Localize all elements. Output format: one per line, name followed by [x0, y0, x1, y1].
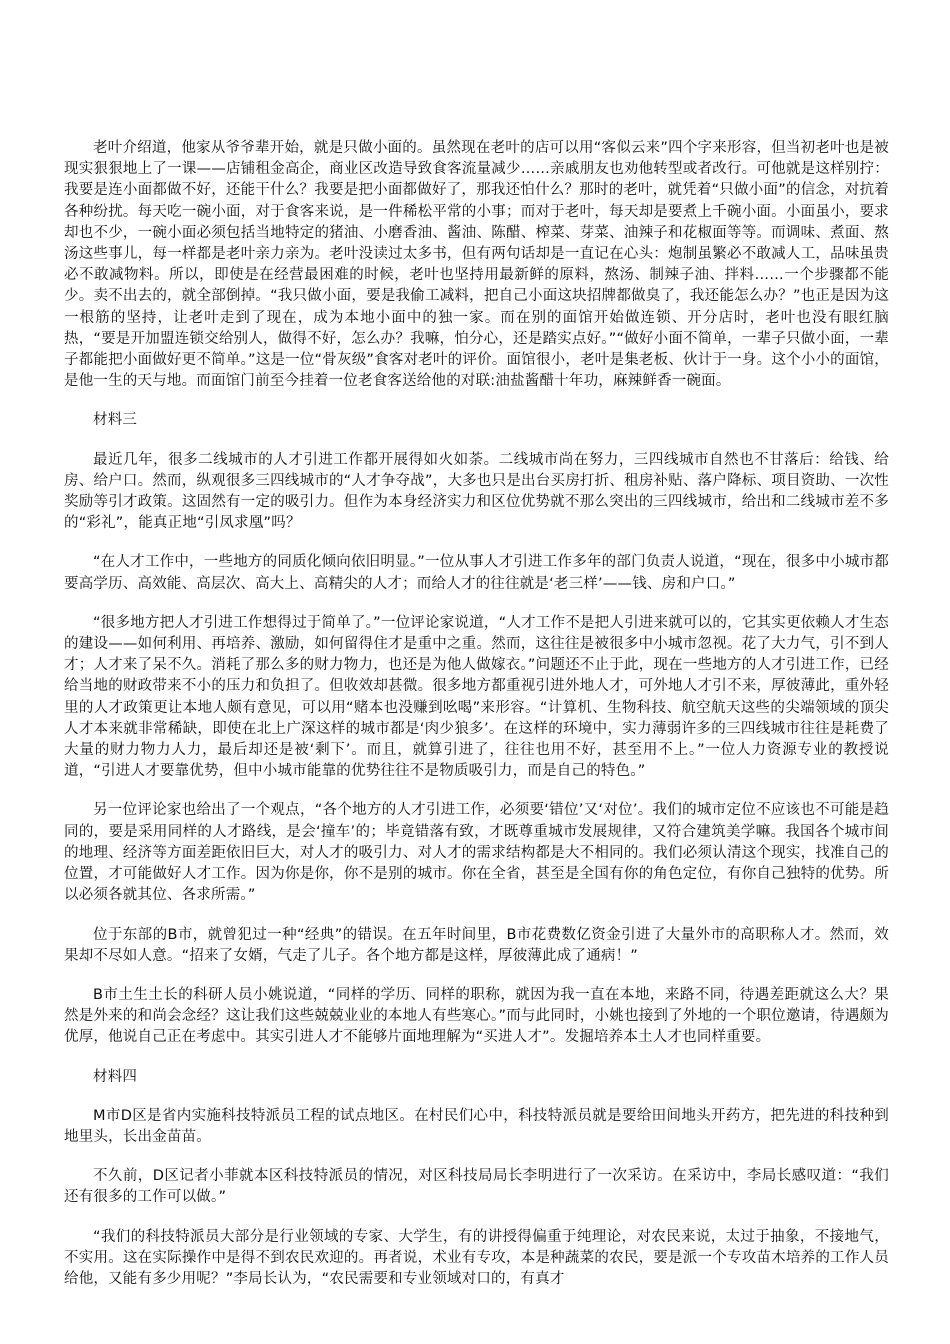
paragraph-talent-competition: 最近几年，很多二线城市的人才引进工作都开展得如火如荼。二线城市尚在努力，三四线城市自然也不甘落后：给钱、给房、给户口。然而，纵观很多三四线城市的“人才争夺战”，大多也只是出台买房打折、租房补贴、落户降标、项目资助、一次性奖励等引才政策。这固然有一定的吸引力。但作为本身经济实力和区位优势就不那么突出的三四线城市，给出和二线城市差不多的“彩礼”，能真正地“引凤求凰”吗？: [64, 451, 889, 532]
paragraph-misplacement: 另一位评论家也给出了一个观点，“各个地方的人才引进工作，必须要‘错位’又‘对位’。我们的城市定位不应该也不可能是趋同的，要是采用同样的人才路线，是会‘撞车’的；毕竟错落有致，才既尊重城市发展规律，又符合建筑美学嘛。我国各个城市间的地理、经济等方面差距依旧巨大，对人才的吸引力、对人才的需求结构都是大不相同的。我们必须认清这个现实，找准自己的位置，才可能做好人才工作。因为你是你，你不是别的城市。你在全省，甚至是全国有你的角色定位，有你自己独特的优势。所以必须各就其位、各求所需。”: [64, 802, 889, 904]
paragraph-xiaoyao: B市土生土长的科研人员小姚说道，“同样的学历、同样的职称，就因为我一直在本地，来路不同，待遇差距就这么大？果然是外来的和尚会念经？这让我们这些兢兢业业的本地人有些寒心。”而与此同时，小姚也接到了外地的一个职位邀请，待遇颇为优厚，他说自己正在考虑中。其实引进人才不能够片面地理解为“买进人才”。发掘培养本土人才也同样重要。: [64, 986, 889, 1046]
paragraph-homogenization: “在人才工作中，一些地方的同质化倾向依旧明显。”一位从事人才引进工作多年的部门负责人说道，“现在，很多中小城市都要高学历、高效能、高层次、高大上、高精尖的人才；而给人才的往往就是‘老三样’——钱、房和户口。”: [64, 554, 889, 592]
paragraph-interview: 不久前，D区记者小菲就本区科技特派员的情况，对区科技局局长李明进行了一次采访。在采访中，李局长感叹道：“我们还有很多的工作可以做。”: [64, 1168, 889, 1206]
section-heading-material-4: 材料四: [93, 1068, 138, 1085]
section-heading-material-3: 材料三: [93, 412, 138, 429]
paragraph-district-d-pilot: M市D区是省内实施科技特派员工程的试点地区。在村民们心中，科技特派员就是要给田间地头开药方，把先进的科技种到地里头，长出金苗苗。: [64, 1107, 889, 1145]
paragraph-critic-ecology: “很多地方把人才引进工作想得过于简单了。”一位评论家说道，“人才工作不是把人引进来就可以的，它其实更依赖人才生态的建设——如何利用、再培养、激励，如何留得住才是重中之重。然而，这往往是被很多中小城市忽视。花了大力气，引不到人才；人才来了呆不久。消耗了那么多的财力物力，也还是为他人做嫁衣。”问题还不止于此，现在一些地方的人才引进工作，已经给当地的财政带来不小的压力和负担了。但收效却甚微。很多地方都重视引进外地人才，可外地人才引不来，厚彼薄此，重外轻里的人才政策更让本地人颇有意见，可以用“赌本也没赚到吆喝”来形容。“计算机、生物科技、航空航天这些的尖端领域的顶尖人才本来就非常稀缺，即使在北上广深这样的城市都是‘肉少狼多’。在这样的环境中，实力薄弱许多的三四线城市往往是耗费了大量的财力物力人力，最后却还是被‘剩下’。而且，就算引进了，往往也用不好，甚至用不上。”一位人力资源专业的教授说道，“引进人才要靠优势，但中小城市能靠的优势往往不是物质吸引力，而是自己的特色。”: [64, 614, 889, 780]
document-page: [64, 138, 889, 1290]
paragraph-laoye-noodles: 老叶介绍道，他家从爷爷辈开始，就是只做小面的。虽然现在老叶的店可以用“客似云来”四个字来形容，但当初老叶也是被现实狠狠地上了一课——店铺租金高企，商业区改造导致食客流量减少……亲戚朋友也劝他转型或者改行。可他就是这样别拧：我要是连小面都做不好，还能干什么？我要是把小面都做好了，那我还怕什么？那时的老叶，就凭着“只做小面”的信念，对抗着各种纷扰。每天吃一碗小面，对于食客来说，是一件稀松平常的小事；而对于老叶，每天却是要煮上千碗小面。小面虽小，要求却也不少，一碗小面必须包括当地特定的猪油、小磨香油、酱油、陈醋、榨菜、芽菜、油辣子和花椒面等等。而调味、煮面、熬汤这些事儿，每一样都是老叶亲力亲为。老叶没读过太多书，但有两句话却是一直记在心头：炮制虽繁必不敢减人工，品味虽贵必不敢减物料。所以，即使是在经营最困难的时候，老叶也坚持用最新鲜的原料，熬汤、制辣子油、拌料……一个步骤都不能少。卖不出去的，就全部倒掉。“我只做小面，要是我偷工减料，把自己小面这块招牌都做臭了，我还能怎么办？”也正是因为这一根筋的坚持，让老叶走到了现在，成为本地小面中的独一家。而在别的面馆开始做连锁、开分店时，老叶也没有眼红脑热，“要是开加盟连锁交给别人，做得不好，怎么办？我嘛，怕分心，还是踏实点好。”“做好小面不简单，一辈子只做小面，一辈子都能把小面做好更不简单。”这是一位“骨灰级”食客对老叶的评价。面馆很小，老叶是集老板、伙计于一身。这个小小的面馆，是他一生的天与地。而面馆门前至今挂着一位老食客送给他的对联:油盐酱醋十年功，麻辣鲜香一碗面。: [64, 140, 889, 390]
paragraph-city-b-mistake: 位于东部的B市，就曾犯过一种“经典”的错误。在五年时间里，B市花费数亿资金引进了大量外市的高职称人才。然而，效果却不尽如人意。“招来了女婿，气走了儿子。各个地方都是这样，厚彼薄此成了通病！”: [64, 926, 889, 964]
paragraph-director-quote: “我们的科技特派员大部分是行业领域的专家、大学生，有的讲授得偏重于纯理论，对农民来说，太过于抽象，不接地气，不实用。这在实际操作中是得不到农民欢迎的。再者说，术业有专攻，本是种蔬菜的农民，要是派一个专攻苗木培养的工作人员给他，又能有多少用呢？”李局长认为，“农民需要和专业领域对口的，有真才: [64, 1228, 889, 1287]
